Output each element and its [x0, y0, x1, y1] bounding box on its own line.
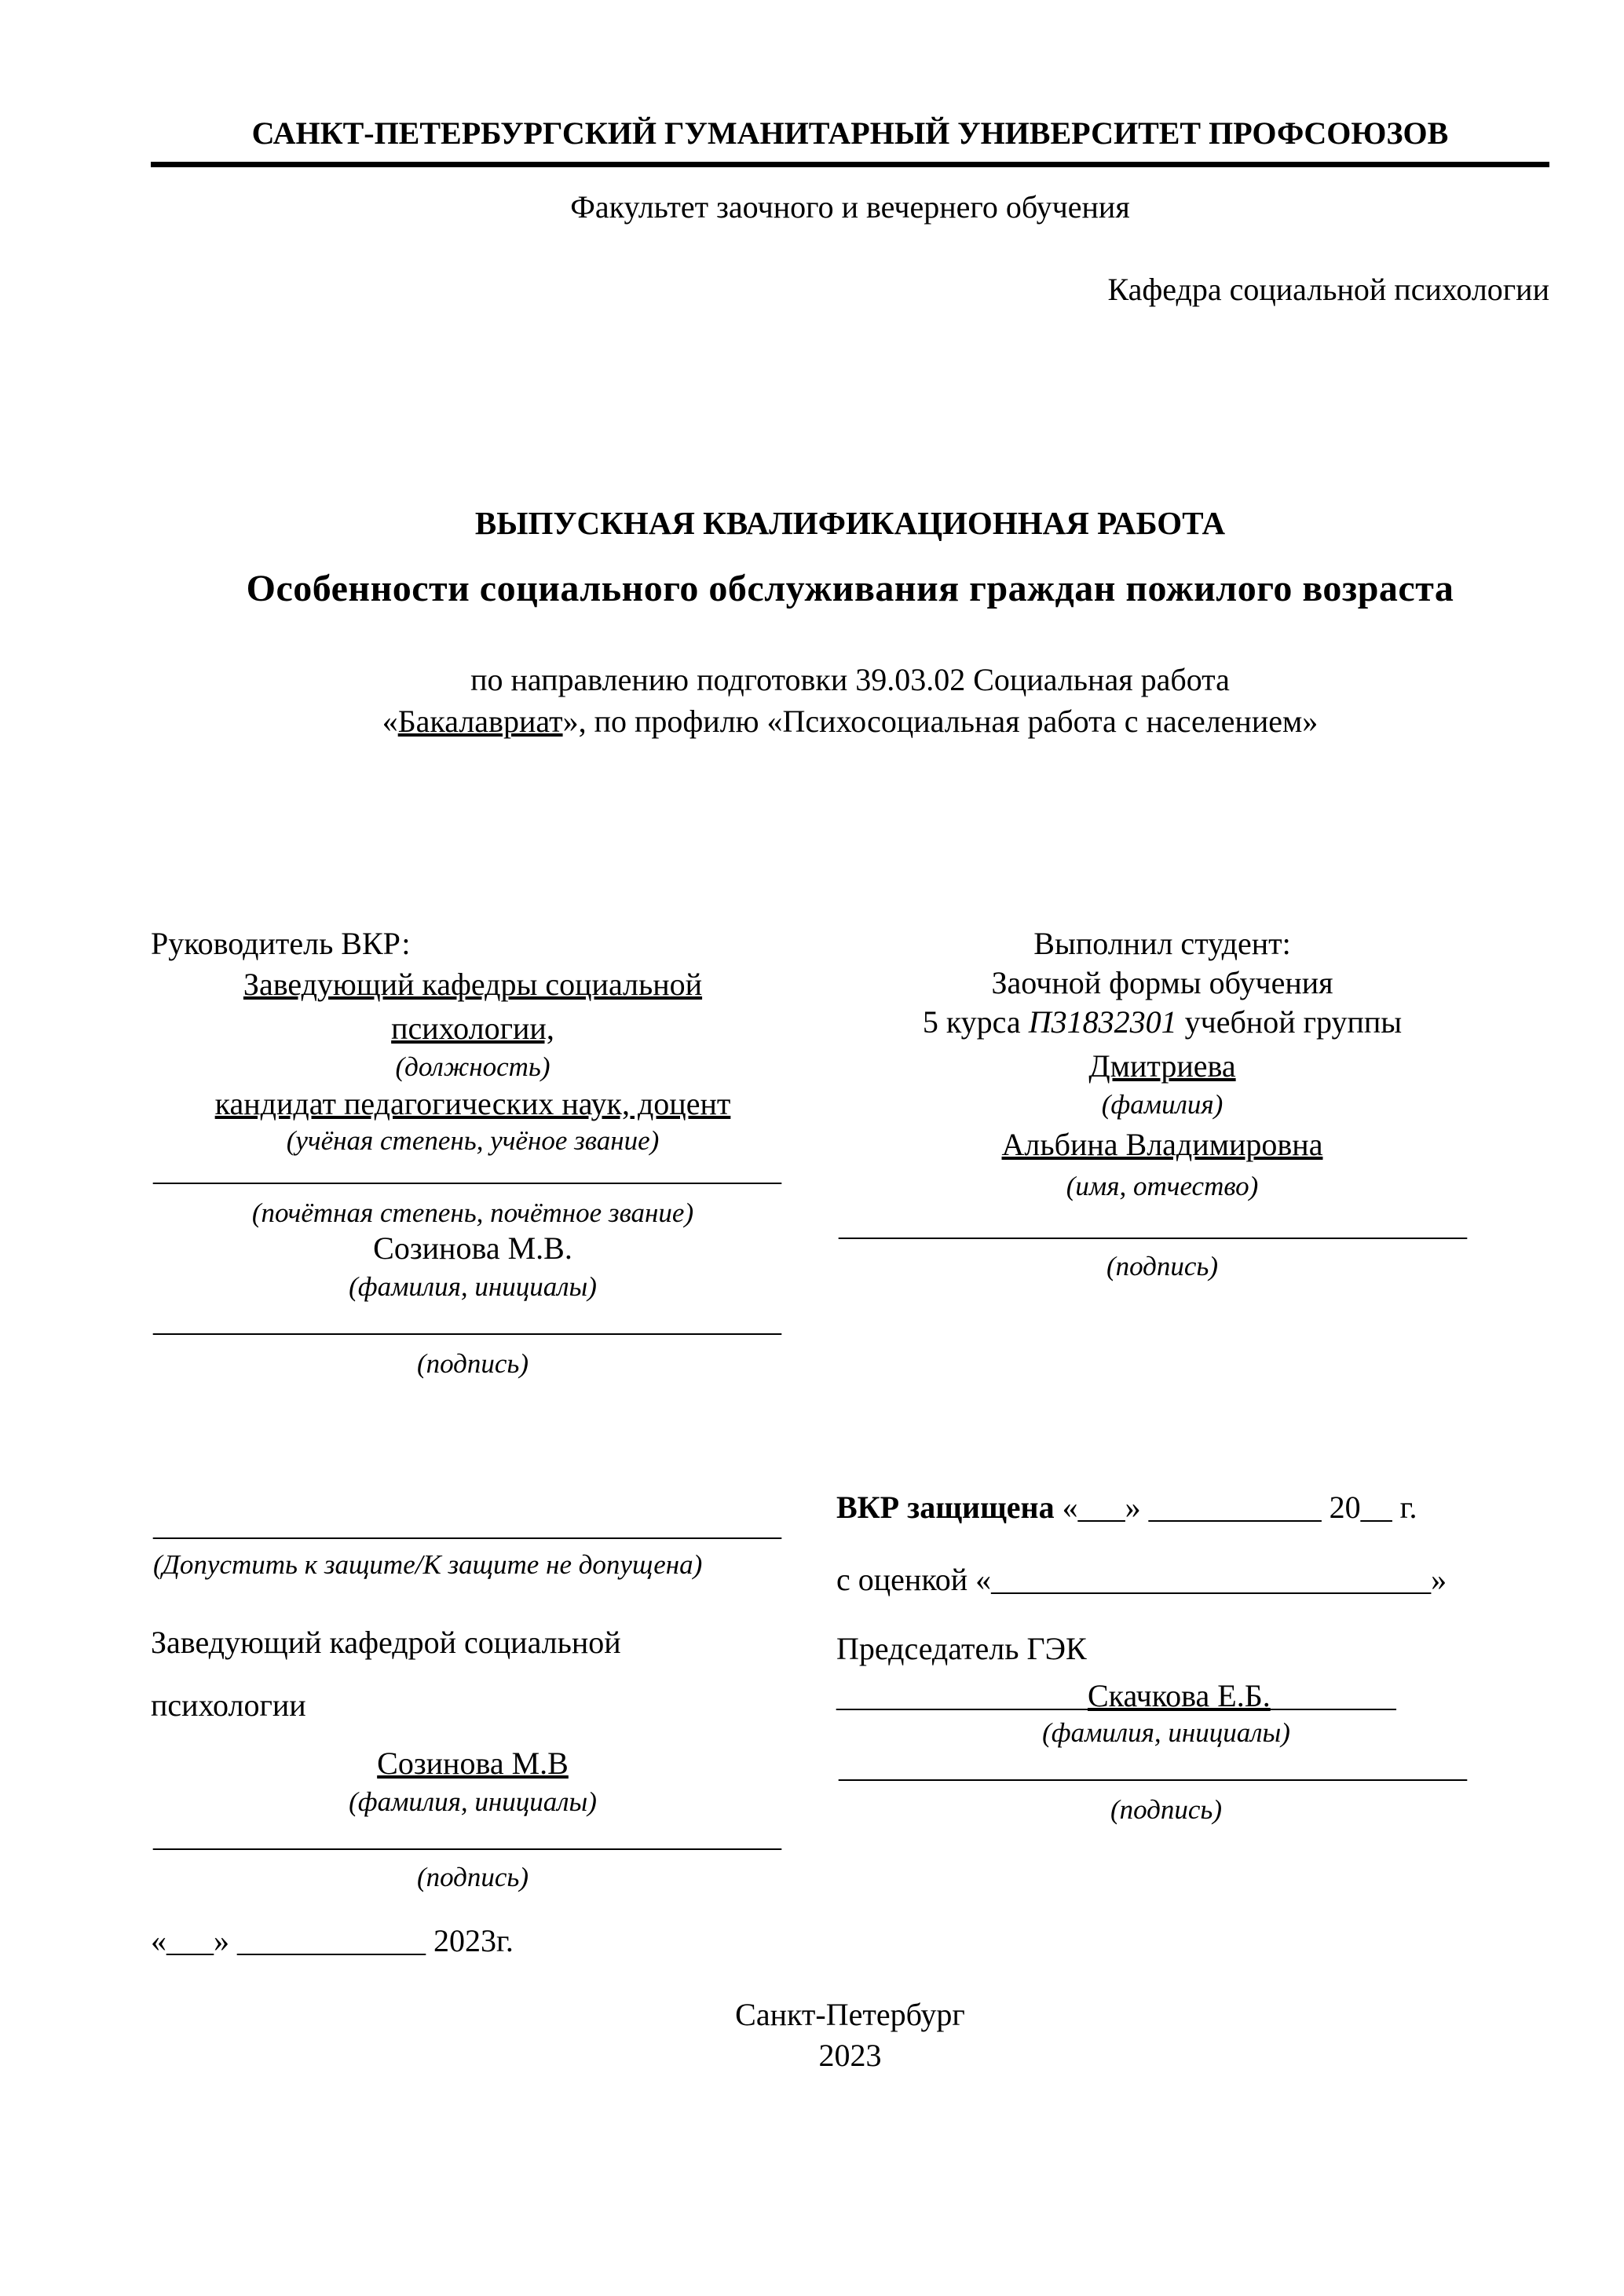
supervisor-degree-caption: (учёная степень, учёное звание) — [286, 1125, 660, 1156]
footer-city: Санкт-Петербург — [735, 1997, 965, 2032]
student-signature-line: ________________________________________ — [839, 1207, 1467, 1242]
chairman-name-caption: (фамилия, инициалы) — [1042, 1717, 1290, 1748]
student-surname: Дмитриева — [1088, 1048, 1236, 1084]
chairman-label: Председатель ГЭК — [836, 1631, 1087, 1666]
chairman-signature-line: ________________________________________ — [839, 1749, 1467, 1784]
department-head-line2: психологии — [151, 1687, 306, 1723]
defense-defended-blanks: «___» ___________ 20__ г. — [1054, 1490, 1417, 1525]
admission-date-line: «___» ____________ 2023г. — [151, 1923, 514, 1958]
student-name-caption: (имя, отчество) — [1066, 1171, 1259, 1201]
supervisor-name: Созинова М.В. — [373, 1230, 572, 1266]
chairman-name-prefix-line: ________________ — [836, 1678, 1088, 1713]
student-label: Выполнил студент: — [1033, 926, 1291, 961]
supervisor-position-caption: (должность) — [395, 1051, 550, 1082]
department-head-name-caption: (фамилия, инициалы) — [349, 1786, 597, 1817]
work-type-heading: ВЫПУСКНАЯ КВАЛИФИКАЦИОННАЯ РАБОТА — [474, 505, 1226, 541]
defense-grade-line: с оценкой «____________________________» — [836, 1562, 1447, 1597]
supervisor-honorary-signature-line: ________________________________________ — [153, 1152, 781, 1187]
supervisor-degree: кандидат педагогических наук, доцент — [214, 1086, 731, 1121]
university-name: САНКТ-ПЕТЕРБУРГСКИЙ ГУМАНИТАРНЫЙ УНИВЕРСИТЕТ ПРОФСОЮЗОВ — [251, 115, 1449, 151]
student-group-line — [836, 1004, 1488, 1041]
profile-rest: », по профилю «Психосоциальная работа с населением» — [562, 704, 1319, 739]
department-head-line1: Заведующий кафедрой социальной — [151, 1625, 621, 1660]
admission-caption: (Допустить к защите/К защите не допущена) — [153, 1549, 703, 1580]
chairman-name-line — [836, 1677, 1496, 1715]
defense-status-line — [836, 1489, 1496, 1526]
supervisor-signature-caption: (подпись) — [416, 1348, 529, 1379]
chairman-name: Скачкова Е.Б. — [1088, 1678, 1271, 1713]
supervisor-honorary-caption: (почётная степень, почётное звание) — [251, 1197, 694, 1228]
department-head-signature-caption: (подпись) — [416, 1862, 529, 1892]
thesis-title: Особенности социального обслуживания граждан пожилого возраста — [246, 568, 1454, 609]
supervisor-position-line1: Заведующий кафедры социальной — [243, 967, 703, 1002]
student-surname-caption: (фамилия) — [1101, 1089, 1223, 1120]
department-head-name: Созинова М.В — [377, 1746, 569, 1781]
chairman-name-suffix-line: ________ — [1270, 1678, 1396, 1713]
university-header — [151, 115, 1549, 167]
chairman-signature-caption: (подпись) — [1110, 1794, 1223, 1825]
defense-defended-label: ВКР защищена — [836, 1490, 1055, 1525]
profile-degree-underlined: Бакалавриат — [397, 704, 563, 739]
student-form: Заочной формы обучения — [991, 965, 1333, 1000]
department-line: Кафедра социальной психологии — [1107, 272, 1549, 307]
department-head-signature-line: ________________________________________ — [153, 1818, 781, 1853]
supervisor-label: Руководитель ВКР: — [151, 926, 411, 961]
student-group-code: П31832301 — [1028, 1004, 1177, 1040]
student-group-prefix: 5 курса — [922, 1004, 1029, 1040]
student-signature-caption: (подпись) — [1106, 1251, 1219, 1281]
profile-line — [151, 703, 1549, 740]
supervisor-position-line2: психологии, — [391, 1011, 554, 1046]
profile-open-quote: « — [382, 704, 398, 739]
faculty-line: Факультет заочного и вечернего обучения — [570, 189, 1130, 225]
admission-line: ________________________________________ — [153, 1507, 781, 1542]
supervisor-signature-line: ________________________________________ — [153, 1303, 781, 1338]
supervisor-name-caption: (фамилия, инициалы) — [349, 1271, 597, 1302]
student-name: Альбина Владимировна — [1001, 1127, 1323, 1162]
direction-line: по направлению подготовки 39.03.02 Социальная работа — [470, 662, 1230, 697]
footer-year: 2023 — [818, 2038, 882, 2073]
student-group-suffix: учебной группы — [1176, 1004, 1403, 1040]
